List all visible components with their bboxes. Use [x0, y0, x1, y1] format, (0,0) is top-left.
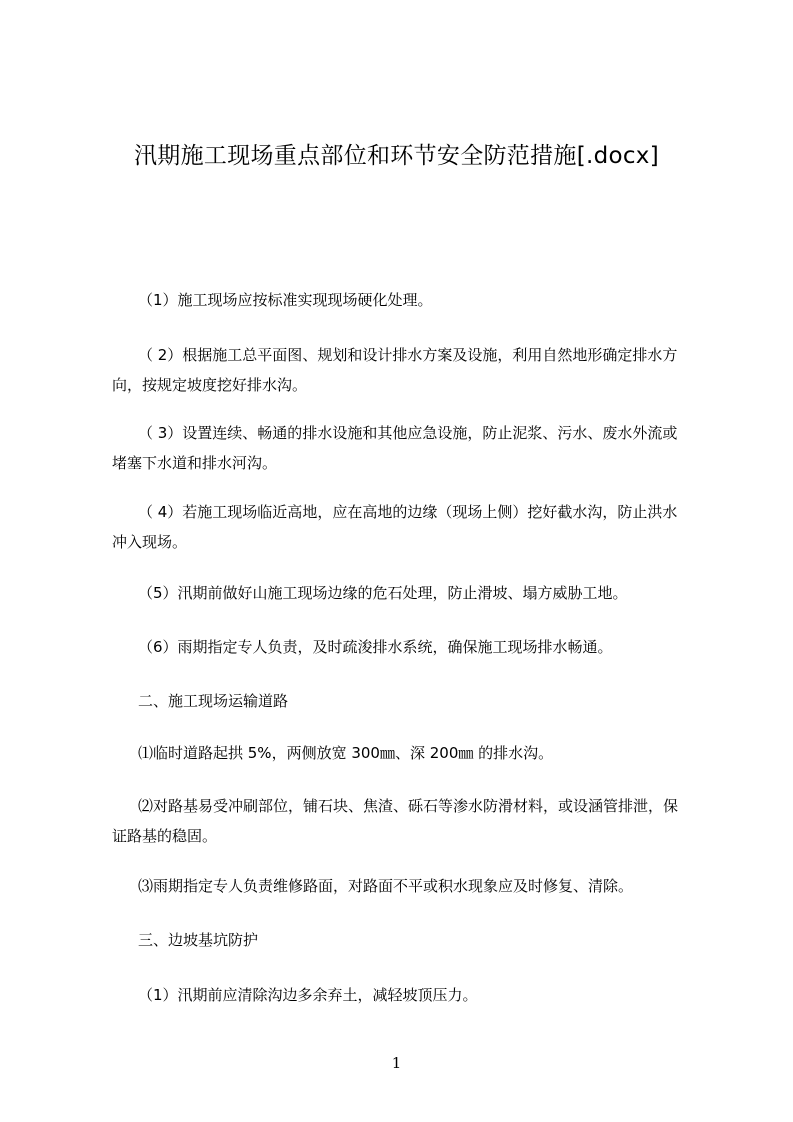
paragraph-8: ⑵对路基易受冲刷部位，铺石块、焦渣、砾石等渗水防滑材料，或设涵管排泄，保证路基的稳固。 — [112, 797, 679, 845]
document-title: 汛期施工现场重点部位和环节安全防范措施[.docx] — [134, 143, 659, 169]
paragraph-1: （1）施工现场应按标准实现现场硬化处理。 — [138, 291, 433, 309]
paragraph-4: （ 4）若施工现场临近高地，应在高地的边缘（现场上侧）挖好截水沟，防止洪水冲入现场。 — [112, 503, 678, 551]
paragraph-3: （ 3）设置连续、畅通的排水设施和其他应急设施，防止泥浆、污水、废水外流或堵塞下水道和排水河沟。 — [112, 424, 678, 472]
paragraph-10: （1）汛期前应清除沟边多余弃土，减轻坡顶压力。 — [138, 986, 478, 1004]
paragraph-5: （5）汛期前做好山施工现场边缘的危石处理，防止滑坡、塌方威胁工地。 — [138, 584, 628, 602]
page-number: 1 — [391, 1054, 402, 1072]
section-heading-roads: 二、施工现场运输道路 — [138, 692, 289, 710]
paragraph-7: ⑴临时道路起拱 5%，两侧放宽 300㎜、深 200㎜ 的排水沟。 — [138, 744, 554, 762]
paragraph-6: （6）雨期指定专人负责，及时疏浚排水系统，确保施工现场排水畅通。 — [138, 638, 613, 656]
paragraph-2: （ 2）根据施工总平面图、规划和设计排水方案及设施，利用自然地形确定排水方向，按规定坡度挖好排水沟。 — [112, 346, 678, 394]
section-heading-slope: 三、边坡基坑防护 — [138, 931, 259, 949]
paragraph-9: ⑶雨期指定专人负责维修路面，对路面不平或积水现象应及时修复、清除。 — [138, 877, 634, 895]
